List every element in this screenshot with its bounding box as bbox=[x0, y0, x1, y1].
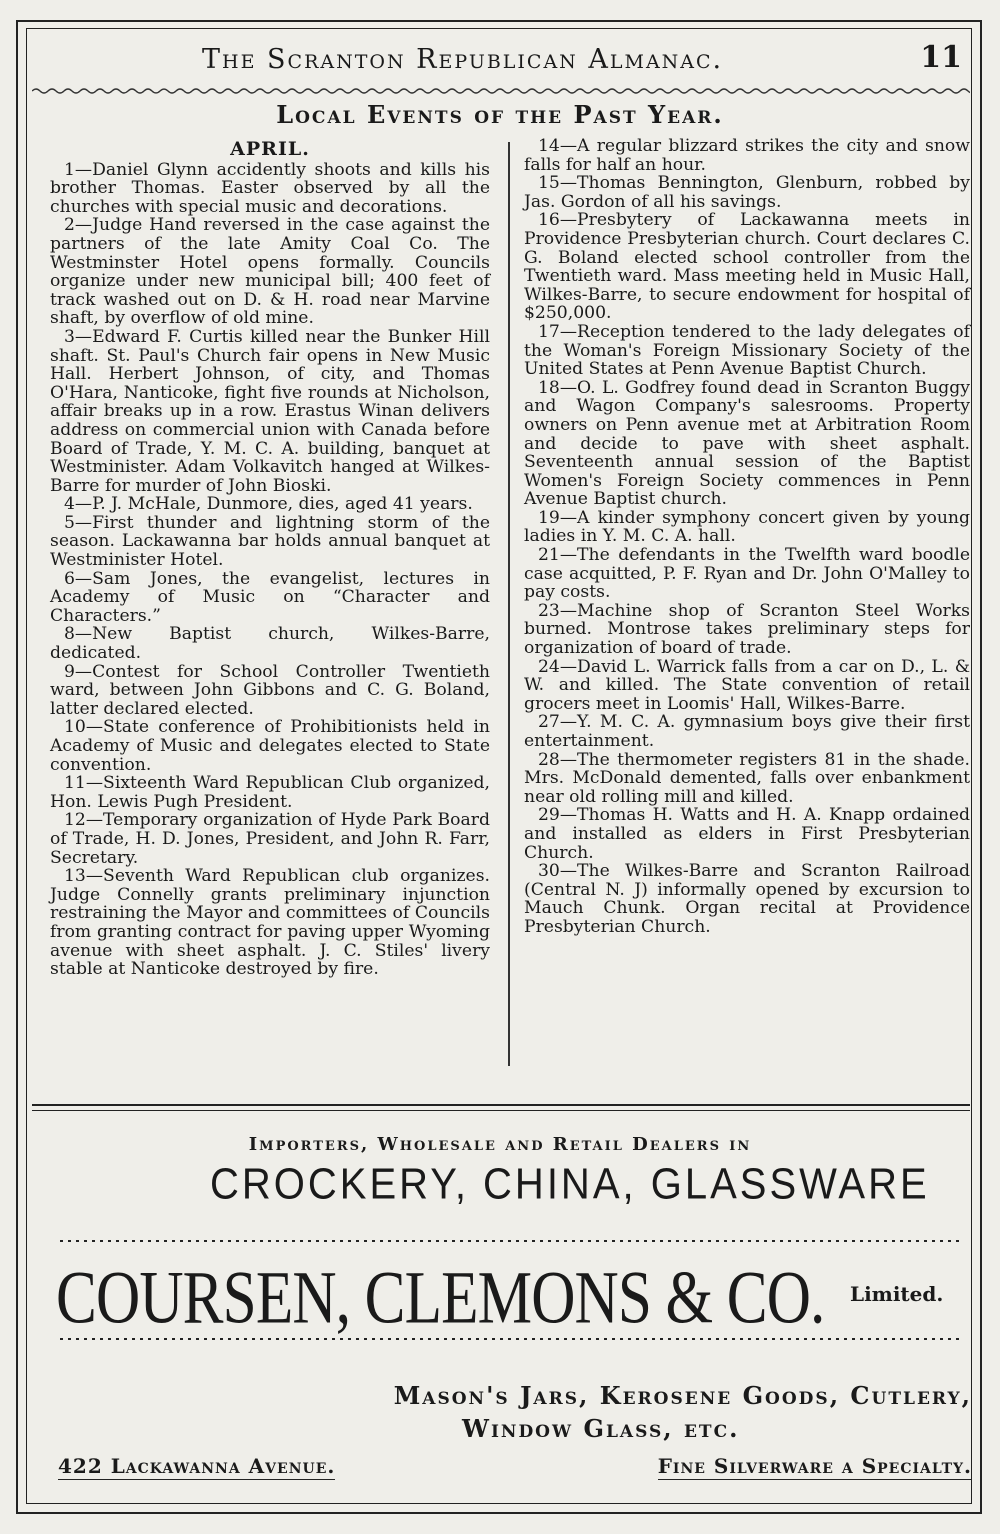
event-entry: 1—Daniel Glynn accidently shoots and kills his brother Thomas. Easter observed by all the churches with special music and decorations. bbox=[50, 159, 490, 217]
event-entry: 29—Thomas H. Watts and H. A. Knapp ordained and installed as elders in First Presbyterian Church. bbox=[524, 805, 970, 863]
event-entry: 16—Presbytery of Lackawanna meets in Providence Presbyterian church. Court declares C. G. Boland elected school controller from the Twentieth ward. Mass meeting held in Music Hall, Wilkes-Barre, to secure endowment for hospital of $250,000. bbox=[524, 210, 970, 324]
event-entry: 13—Seventh Ward Republican club organizes. Judge Connelly grants preliminary injunction restraining the Mayor and committees of Councils from granting contract for paving upper Wyoming avenue with sheet asphalt. J. C. Stiles' livery stable at Nanticoke destroyed by fire. bbox=[50, 866, 490, 980]
page-header bbox=[40, 40, 966, 80]
ad-crockery-line: CROCKERY, CHINA, GLASSWARE bbox=[210, 1160, 930, 1209]
event-entry: 18—O. L. Godfrey found dead in Scranton Buggy and Wagon Company's salesrooms. Property owners on Penn avenue met at Arbitration Room and decide to pave with sheet asphalt. Seventeenth annual session of the Baptist Women's Foreign Society commences in Penn Avenue Baptist church. bbox=[524, 377, 970, 510]
event-entry: 6—Sam Jones, the evangelist, lectures in Academy of Music on “Character and Characters.” bbox=[50, 568, 490, 626]
event-entry: 17—Reception tendered to the lady delegates of the Woman's Foreign Missionary Society of the United States at Penn Avenue Baptist Church. bbox=[524, 321, 970, 380]
event-entry: 8—New Baptist church, Wilkes-Barre, dedicated. bbox=[50, 624, 490, 664]
ad-address: 422 Lackawanna Avenue. bbox=[58, 1454, 336, 1478]
event-entry: 19—A kinder symphony concert given by young ladies in Y. M. C. A. hall. bbox=[524, 507, 970, 547]
event-entry: 5—First thunder and lightning storm of the season. Lackawanna bar holds annual banquet at Westminister Hotel. bbox=[50, 512, 490, 571]
events-column-right bbox=[524, 137, 970, 937]
ad-specialty: Fine Silverware a Specialty. bbox=[657, 1454, 972, 1478]
ad-dotted-rule-bottom bbox=[60, 1336, 960, 1342]
column-divider bbox=[508, 142, 510, 1066]
event-entry: 3—Edward F. Curtis killed near the Bunker Hill shaft. St. Paul's Church fair opens in New Music Hall. Herbert Johnson, of city, and Thomas O'Hara, Nanticoke, fight five rounds at Nicholson, affair breaks up in a row. Erastus Winan delivers address on commercial union with Canada before Board of Trade, Y. M. C. A. building, banquet at Westminister. Adam Volkavitch hanged at Wilkes-Barre for murder of John Bioski. bbox=[50, 326, 490, 496]
event-entry: 28—The thermometer registers 81 in the shade. Mrs. McDonald demented, falls over enbankment near old rolling mill and killed. bbox=[524, 749, 970, 807]
event-entry: 11—Sixteenth Ward Republican Club organized, Hon. Lewis Pugh President. bbox=[50, 773, 490, 812]
event-entry: 14—A regular blizzard strikes the city and snow falls for half an hour. bbox=[524, 136, 970, 175]
event-entry: 2—Judge Hand reversed in the case against the partners of the late Amity Coal Co. The Westminster Hotel opens formally. Councils organize under new municipal bill; 400 feet of track washed out on D. & H. road near Marvine shaft, by overflow of old mine. bbox=[50, 215, 490, 329]
event-entry: 30—The Wilkes-Barre and Scranton Railroad (Central N. J) informally opened by excursion to Mauch Chunk. Organ recital at Providence Presbyterian Church. bbox=[524, 861, 970, 937]
event-entry: 10—State conference of Prohibitionists held in Academy of Music and delegates elected to State convention. bbox=[50, 717, 490, 775]
right-events-list bbox=[524, 137, 970, 937]
left-events-list bbox=[50, 161, 490, 979]
event-entry: 27—Y. M. C. A. gymnasium boys give their first entertainment. bbox=[524, 712, 970, 751]
ad-firm-name: COURSEN, CLEMONS & CO. bbox=[56, 1255, 825, 1340]
event-entry: 4—P. J. McHale, Dunmore, dies, aged 41 years. bbox=[64, 494, 473, 515]
event-entry: 21—The defendants in the Twelfth ward boodle case acquitted, P. F. Ryan and Dr. John O'Malley to pay costs. bbox=[524, 545, 970, 603]
ad-firm-limited: Limited. bbox=[850, 1282, 944, 1306]
event-entry: 24—David L. Warrick falls from a car on D., L. & W. and killed. The State convention of retail grocers meet in Loomis' Hall, Wilkes-Barre. bbox=[524, 656, 970, 714]
wavy-rule bbox=[32, 86, 970, 96]
ad-window-glass-line: Window Glass, etc. bbox=[462, 1414, 740, 1443]
event-entry: 9—Contest for School Controller Twentieth ward, between John Gibbons and C. G. Boland, latter declared elected. bbox=[50, 661, 490, 719]
events-column-left bbox=[50, 140, 490, 979]
event-entry: 15—Thomas Bennington, Glenburn, robbed by Jas. Gordon of all his savings. bbox=[524, 173, 970, 212]
event-entry: 23—Machine shop of Scranton Steel Works burned. Montrose takes preliminary steps for organization of board of trade. bbox=[524, 600, 970, 659]
ad-top-rule-thin bbox=[32, 1110, 970, 1111]
month-heading: APRIL. bbox=[230, 138, 310, 160]
page-number: 11 bbox=[920, 40, 962, 75]
ad-goods-line: Mason's Jars, Kerosene Goods, Cutlery, bbox=[393, 1381, 972, 1410]
almanac-title: The Scranton Republican Almanac. bbox=[202, 44, 724, 75]
ad-dotted-rule-top bbox=[60, 1238, 960, 1244]
ad-top-rule bbox=[32, 1104, 970, 1106]
section-title: Local Events of the Past Year. bbox=[276, 100, 724, 129]
ad-importers-line: Importers, Wholesale and Retail Dealers in bbox=[248, 1134, 752, 1155]
event-entry: 12—Temporary organization of Hyde Park Board of Trade, H. D. Jones, President, and John R. Farr, Secretary. bbox=[50, 810, 490, 868]
